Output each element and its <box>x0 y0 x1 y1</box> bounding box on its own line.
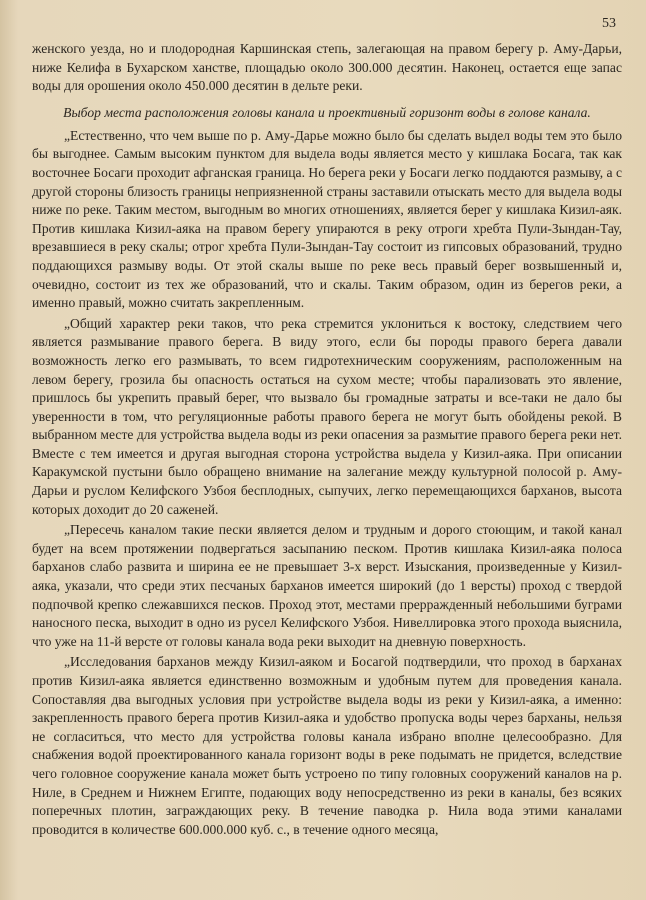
page-number: 53 <box>602 16 616 31</box>
intro-paragraph: женского уезда, но и плодородная Каршинская степь, залегающая на правом берегу р. Аму-Дарьи, ниже Келифа в Бухарском ханстве, площадью около 300.000 десятин. Наконец, остается еще запас воды для орошения около 450.000 десятин в дельте реки. <box>32 41 622 94</box>
section-heading: Выбор места расположения головы канала и проективный горизонт воды в голове канала. <box>63 104 591 120</box>
body-paragraph-4: „Исследования барханов между Кизил-аяком и Босагой подтвердили, что проход в барханах против Кизил-аяка является единственно возможным и удобным путем для проведения канала. Сопоставляя два выгодных условия при устройстве выдела воды из реки у Кизил-аяка, а именно: закрепленность правого берега против Кизил-аяка и удобство пропуска воды через барханы, нельзя не согласиться, что место для устройства головы канала избрано вполне целесообразно. Для снабжения водой проектированного канала горизонт воды в реке подымать не придется, вследствие чего головное сооружение канала может быть устроено по типу головных сооружений каналов на р. Ниле, в Среднем и Нижнем Египте, подающих воду непосредственно из реки в каналы, без всяких поперечных плотин, заграждающих реку. В течение паводка р. Нила вода этими каналами проводится в количестве 600.000.000 куб. с., в течение одного месяца, <box>32 654 622 837</box>
body-paragraph-2: „Общий характер реки таков, что река стремится уклониться к востоку, следствием чего является размывание правого берега. В виду этого, если бы породы правого берега давали возможность легко его размывать, то всем гидротехническим сооружениям, расположенным на левом берегу, грозила бы опасность остаться на сухом месте; чтобы парализовать это явление, пришлось бы укрепить правый берег, что вызвало бы громадные затраты и все-таки не дало бы уверенности в том, что регуляционные работы правого берега не могут быть обойдены рекой. В выбранном месте для устройства выдела воды из реки опасения за размытие правого берега реки нет. Вместе с тем имеется и другая выгодная сторона устройства выдела у Кизил-аяка. При описании Каракумской пустыни было обращено внимание на залегание между культурной полосой р. Аму-Дарьи и руслом Келифского Узбоя бесплодных, сыпучих, легко перемещающихся барханов, высота которых доходит до 20 саженей. <box>32 315 622 517</box>
body-paragraph-3: „Пересечь каналом такие пески является делом и трудным и дорого стоющим, и такой канал будет на всем протяжении подвергаться засыпанию песком. Против кишлака Кизил-аяка полоса барханов слабо развита и ширина ее не превышает 3-х верст. Изыскания, произведенные у Кизил-аяка, указали, что среди этих песчаных барханов имеется широкий (до 1 версты) проход с твердой подпочвой крепко слежавшихся песков. Проход этот, местами прерражденный небольшими буграми наносного песка, выходит в одно из русел Келифского Узбоя. Нивеллировка этого прохода выяснила, что уже на 11-й версте от головы канала вода реки выходит на дневную поверхность. <box>32 522 622 649</box>
page-body <box>32 40 622 841</box>
body-paragraph-1: „Естественно, что чем выше по р. Аму-Дарье можно было бы сделать выдел воды тем это было бы выгоднее. Самым высоким пунктом для выдела воды является место у кишлака Босага, так как восточнее Босаги проходит афганская граница. Но берега реки у Босаги легко поддаются размыву, а с другой стороны близость границы неприязненной страны заставили отыскать место для выдела воды ниже по реке. Таким местом, выгодным во многих отношениях, является берег у кишлака Кизил-аяк. Против кишлака Кизил-аяка на правом берегу упираются в реку отроги хребта Пули-Зындан-Тау, врезавшиеся в реку скалы; отрог хребта Пули-Зындан-Тау состоит из гипсовых образований, трудно поддающихся размыву воды. От этой скалы выше по реке весь правый берег возвышенный и, очевидно, состоит из тех же образований, что и скалы. Таким образом, один из берегов реки, а именно правый, можно считать закрепленным. <box>32 127 622 311</box>
